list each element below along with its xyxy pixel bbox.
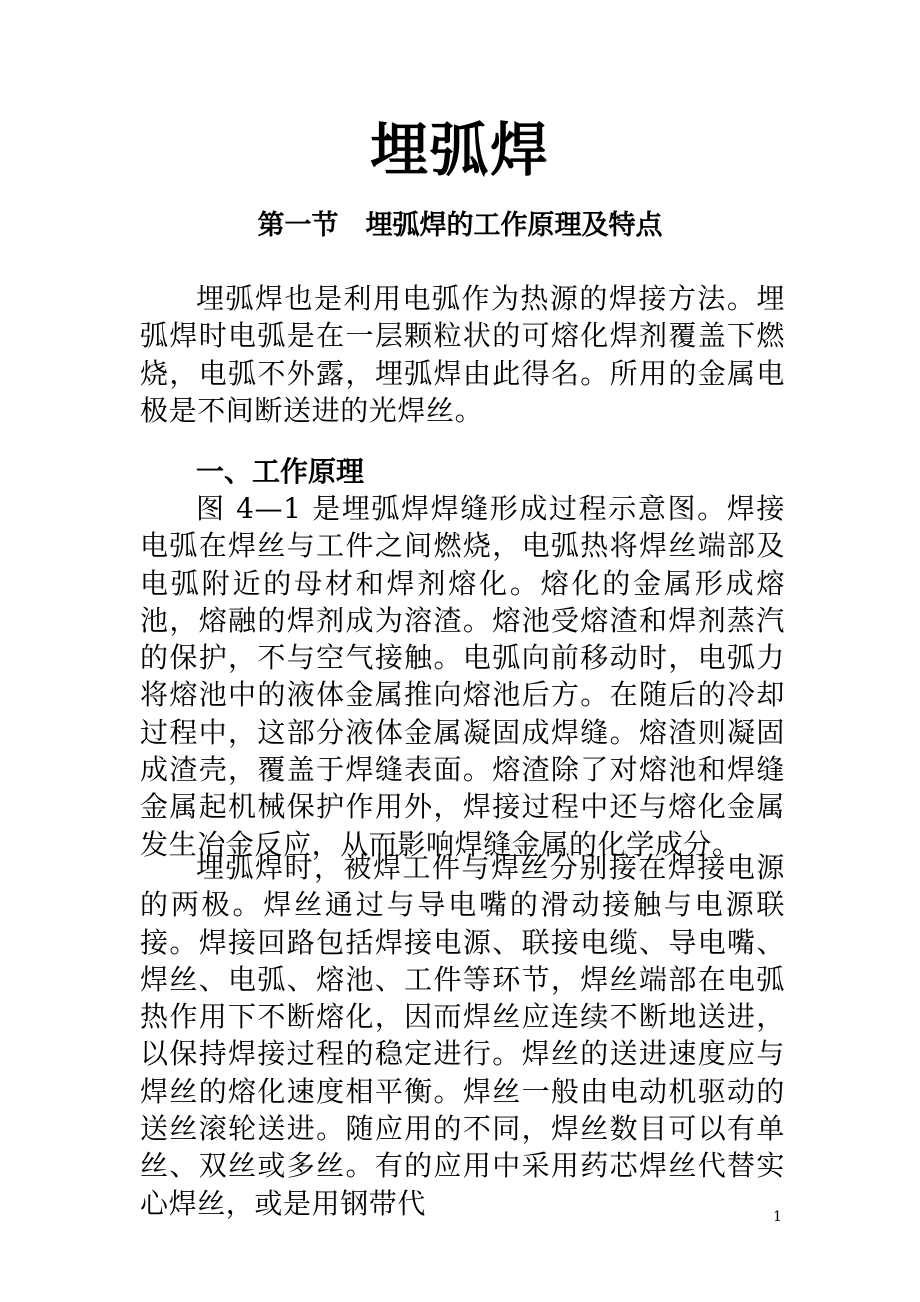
intro-paragraph: 埋弧焊也是利用电弧作为热源的焊接方法。埋弧焊时电弧是在一层颗粒状的可熔化焊剂覆盖下燃烧，电弧不外露，埋弧焊由此得名。所用的金属电极是不间断送进的光焊丝。 — [140, 282, 785, 427]
section-heading: 第一节 埋弧焊的工作原理及特点 — [257, 210, 663, 241]
subheading-working-principle: 一、工作原理 — [196, 455, 365, 488]
circuit-paragraph: 埋弧焊时，被焊工件与焊丝分别接在焊接电源的两极。焊丝通过与导电嘴的滑动接触与电源联接。焊接回路包括焊接电源、联接电缆、导电嘴、焊丝、电弧、熔池、工件等环节，焊丝端部在电弧热作用下不断熔化，因而焊丝应连续不断地送进，以保持焊接过程的稳定进行。焊丝的送进速度应与焊丝的熔化速度相平衡。焊丝一般由电动机驱动的送丝滚轮送进。随应用的不同，焊丝数目可以有单丝、双丝或多丝。有的应用中采用药芯焊丝代替实心焊丝，或是用钢带代 — [140, 851, 785, 1220]
page-number: 1 — [773, 1209, 782, 1225]
document-title: 埋弧焊 — [369, 116, 550, 184]
principle-paragraph: 图 4—1 是埋弧焊焊缝形成过程示意图。焊接电弧在焊丝与工件之间燃烧，电弧热将焊丝端部及电弧附近的母材和焊剂熔化。熔化的金属形成熔池，熔融的焊剂成为溶渣。熔池受熔渣和焊剂蒸汽的保护，不与空气接触。电弧向前移动时，电弧力将熔池中的液体金属推向熔池后方。在随后的冷却过程中，这部分液体金属凝固成焊缝。熔渣则凝固成渣壳，覆盖于焊缝表面。熔渣除了对熔池和焊缝金属起机械保护作用外，焊接过程中还与熔化金属发生冶金反应，从而影响焊缝金属的化学成分。 — [140, 492, 785, 861]
